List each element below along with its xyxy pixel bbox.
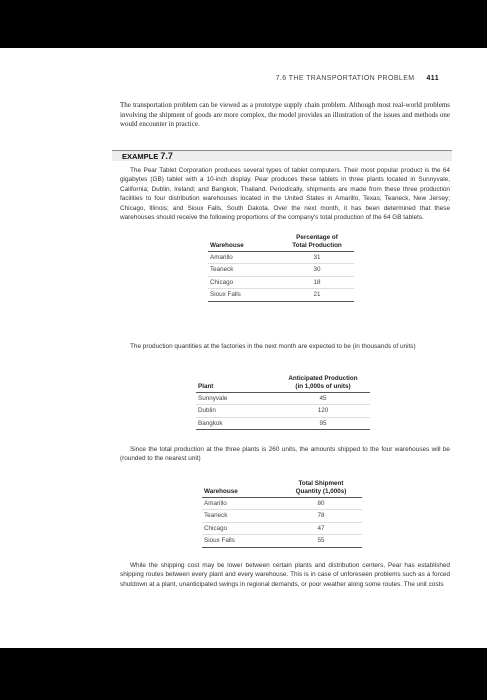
table-cell: Dublin [196,405,276,417]
table2-header-production: Anticipated Production (in 1,000s of units) [276,375,370,393]
table-row [196,393,370,405]
running-title: 7.6 THE TRANSPORTATION PROBLEM [275,75,415,82]
table2-header-plant: Plant [196,375,276,393]
table-cell: Amarillo [202,498,280,510]
table1-header-warehouse: Warehouse [208,234,280,252]
table-row [208,289,354,301]
table-row [196,417,370,429]
book-page [0,48,487,648]
example-paragraph-3: Since the total production at the three plants is 260 units, the amounts shipped to the four warehouses will be (rounded to the nearest unit) [120,446,450,463]
table3-header-shipment: Total Shipment Quantity (1,000s) [280,480,362,498]
example-paragraph-2: The production quantities at the factories in the next month are expected to be (in thousands of units) [130,343,416,350]
table-cell: Chicago [208,276,280,288]
total-shipment-table [202,480,362,548]
table-cell: Sioux Falls [202,535,280,547]
table-cell: 45 [276,393,370,405]
table-row [196,405,370,417]
table-row [202,522,362,534]
table-row [208,276,354,288]
example-number: 7.7 [160,151,173,161]
table-cell: Sunnyvale [196,393,276,405]
table-row [202,498,362,510]
table-row [208,252,354,264]
plant-production-table [196,375,370,430]
example-paragraph-1: The Pear Tablet Corporation produces several types of tablet computers. Their most popular product is the 64 gigabytes (GB) tablet with a 10-inch display. Pear produces these tablets in three plants located in Sunnyvale, California; Dublin, Ireland; and Bangkok, Thailand. Periodically, shipments are made from these three production facilities to four distribution warehouses located in the United States in Amarillo, Texas; Teaneck, New Jersey; Chicago, Illinois; and Sioux Falls, South Dakota. Over the next month, it has been determined that these warehouses should receive the following proportions of the company's total production of the 64 GB tablets. [120,167,450,222]
example-heading [122,151,173,161]
table-cell: 78 [280,510,362,522]
table-cell: Sioux Falls [208,289,280,301]
table-row [208,264,354,276]
table-cell: 80 [280,498,362,510]
table-cell: Amarillo [208,252,280,264]
example-paragraph-4: While the shipping cost may be lower between certain plants and distribution centers, Pear has established shipping routes between every plant and every warehouse. This is in case of unforeseen problems such as a forced shutdown at a plant, unanticipated swings in regional demands, or poor weather along some routes. The unit costs [120,562,450,588]
table-cell: 21 [280,289,354,301]
table-cell: Teaneck [208,264,280,276]
table-cell: 30 [280,264,354,276]
page-number: 411 [426,75,439,82]
table-cell: 18 [280,276,354,288]
table-cell: Teaneck [202,510,280,522]
table-row [202,510,362,522]
table-cell: 55 [280,535,362,547]
warehouse-percentage-table [208,234,354,302]
table-cell: 47 [280,522,362,534]
table-row [202,535,362,547]
table3-header-warehouse: Warehouse [202,480,280,498]
table-cell: Chicago [202,522,280,534]
table-cell: 95 [276,417,370,429]
table-cell: 31 [280,252,354,264]
table-cell: 120 [276,405,370,417]
intro-paragraph: The transportation problem can be viewed as a prototype supply chain problem. Although most real-world problems involving the shipment of goods are more complex, the model provides an illustration of the issues and methods one would encounter in practice. [120,101,450,129]
example-label: EXAMPLE [122,152,159,161]
running-head [276,75,439,82]
table1-header-percentage: Percentage of Total Production [280,234,354,252]
table-cell: Bangkok [196,417,276,429]
